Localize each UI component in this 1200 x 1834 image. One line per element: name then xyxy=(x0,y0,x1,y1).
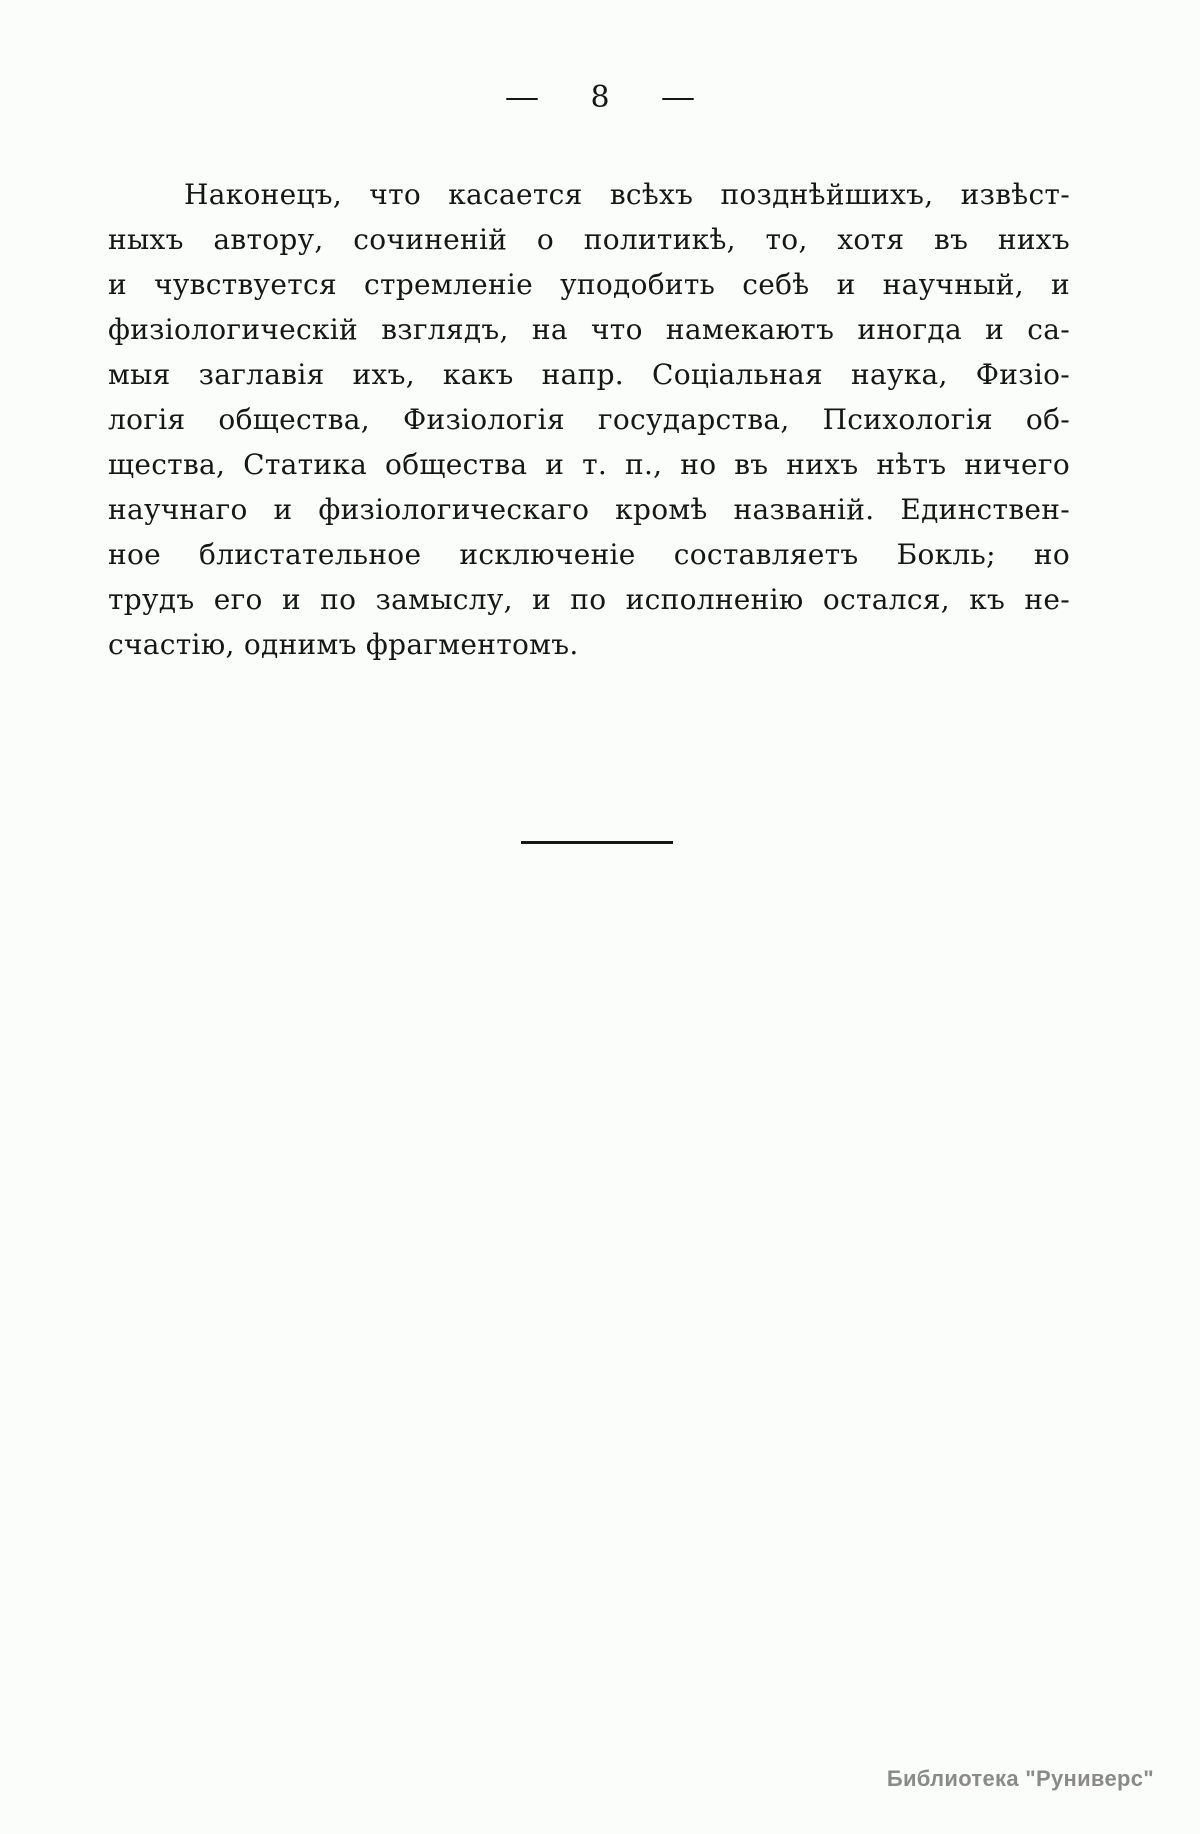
text-line: счастію, однимъ фрагментомъ. xyxy=(108,628,579,661)
text-line: Наконецъ, что касается всѣхъ позднѣйшихъ, извѣст- xyxy=(184,178,1070,211)
text-line: ныхъ автору, сочиненій о политикѣ, то, хотя въ нихъ xyxy=(108,223,1070,256)
section-divider xyxy=(521,841,673,844)
page-number: 8 xyxy=(590,80,610,115)
text-line: щества, Статика общества и т. п., но въ нихъ нѣтъ ничего xyxy=(108,448,1070,481)
page-header xyxy=(0,80,1200,115)
library-watermark: Библиотека "Руниверс" xyxy=(886,1766,1154,1791)
text-line: трудъ его и по замыслу, и по исполненію остался, къ не- xyxy=(108,583,1070,616)
page-number-dash-left: — xyxy=(504,80,540,115)
text-line: научнаго и физіологическаго кромѣ названій. Единствен- xyxy=(108,493,1070,526)
text-line: ное блистательное исключеніе составляетъ Бокль; но xyxy=(108,538,1070,571)
text-line: и чувствуется стремленіе уподобить себѣ и научный, и xyxy=(108,268,1070,301)
paragraph xyxy=(108,172,1070,667)
text-line: мыя заглавія ихъ, какъ напр. Соціальная наука, Физіо- xyxy=(108,358,1070,391)
text-line: логія общества, Физіологія государства, Психологія об- xyxy=(108,403,1070,436)
text-line: физіологическій взглядъ, на что намекаютъ иногда и са- xyxy=(108,313,1070,346)
page-number-dash-right: — xyxy=(660,80,696,115)
